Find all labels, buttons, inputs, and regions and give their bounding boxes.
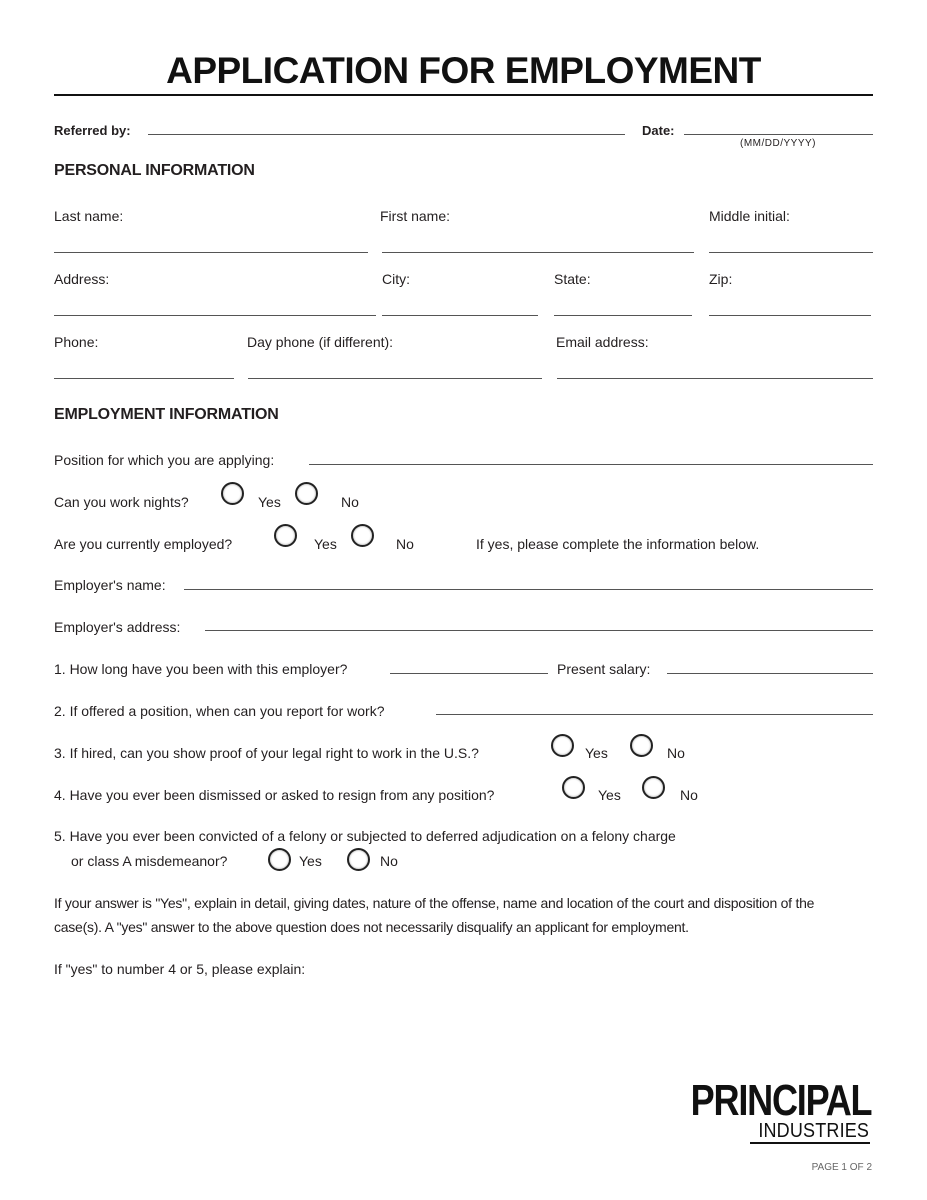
q3-no-radio[interactable]: [630, 734, 653, 757]
position-field[interactable]: [309, 464, 873, 465]
employer-address-label: Employer's address:: [54, 619, 181, 635]
q3-yes-radio[interactable]: [551, 734, 574, 757]
work-nights-label: Can you work nights?: [54, 494, 189, 510]
form-title: APPLICATION FOR EMPLOYMENT: [166, 50, 761, 91]
q2-label: 2. If offered a position, when can you report for work?: [54, 703, 385, 719]
q4-label: 4. Have you ever been dismissed or asked to resign from any position?: [54, 787, 495, 803]
state-field[interactable]: [554, 315, 692, 316]
explanation-area[interactable]: [54, 985, 873, 1065]
q3-no-label: No: [667, 745, 685, 761]
explain-prompt: If "yes" to number 4 or 5, please explain:: [54, 961, 306, 977]
date-label: Date:: [642, 123, 675, 138]
q5-no-radio[interactable]: [347, 848, 370, 871]
q5-no-label: No: [380, 853, 398, 869]
first-name-label: First name:: [380, 208, 451, 224]
email-label: Email address:: [556, 334, 649, 350]
logo-principal: PRINCIPAL: [690, 1076, 871, 1125]
referred-by-label: Referred by:: [54, 123, 131, 138]
date-field[interactable]: [684, 134, 873, 135]
q5-yes-radio[interactable]: [268, 848, 291, 871]
employment-info-heading: EMPLOYMENT INFORMATION: [54, 406, 279, 423]
explain-paragraph-line1: If your answer is "Yes", explain in detail, giving dates, nature of the offense, name and location of the court and disposition of the: [54, 895, 815, 911]
if-yes-note: If yes, please complete the information below.: [476, 536, 760, 552]
personal-info-heading: PERSONAL INFORMATION: [54, 162, 255, 179]
employment-length-field[interactable]: [390, 673, 548, 674]
address-field[interactable]: [54, 315, 376, 316]
employer-address-field[interactable]: [205, 630, 873, 631]
city-label: City:: [382, 271, 410, 287]
title-divider: [54, 94, 873, 96]
zip-field[interactable]: [709, 315, 871, 316]
q4-yes-radio[interactable]: [562, 776, 585, 799]
q5-label-line2: or class A misdemeanor?: [71, 853, 228, 869]
q5-yes-label: Yes: [299, 853, 322, 869]
middle-initial-field[interactable]: [709, 252, 873, 253]
position-label: Position for which you are applying:: [54, 452, 275, 468]
currently-employed-no-radio[interactable]: [351, 524, 374, 547]
q3-label: 3. If hired, can you show proof of your legal right to work in the U.S.?: [54, 745, 479, 761]
work-nights-no-label: No: [341, 494, 359, 510]
q1-label: 1. How long have you been with this employer?: [54, 661, 348, 677]
phone-field[interactable]: [54, 378, 234, 379]
work-nights-yes-radio[interactable]: [221, 482, 244, 505]
last-name-field[interactable]: [54, 252, 368, 253]
explain-paragraph-line2: case(s). A "yes" answer to the above question does not necessarily disqualify an applicant for employment.: [54, 919, 689, 935]
work-nights-no-radio[interactable]: [295, 482, 318, 505]
date-format-hint: (MM/DD/YYYY): [740, 138, 816, 149]
q4-yes-label: Yes: [598, 787, 621, 803]
q5-label-line1: 5. Have you ever been convicted of a felony or subjected to deferred adjudication on a felony charge: [54, 828, 676, 844]
employer-name-field[interactable]: [184, 589, 873, 590]
logo-industries: INDUSTRIES: [758, 1120, 869, 1142]
work-nights-yes-label: Yes: [258, 494, 281, 510]
phone-label: Phone:: [54, 334, 99, 350]
q3-yes-label: Yes: [585, 745, 608, 761]
currently-employed-no-label: No: [396, 536, 414, 552]
page-number: PAGE 1 OF 2: [811, 1162, 872, 1173]
currently-employed-yes-radio[interactable]: [274, 524, 297, 547]
employer-name-label: Employer's name:: [54, 577, 166, 593]
middle-initial-label: Middle initial:: [709, 208, 790, 224]
last-name-label: Last name:: [54, 208, 124, 224]
address-label: Address:: [54, 271, 110, 287]
state-label: State:: [554, 271, 591, 287]
first-name-field[interactable]: [382, 252, 694, 253]
present-salary-label: Present salary:: [557, 661, 651, 677]
currently-employed-label: Are you currently employed?: [54, 536, 233, 552]
present-salary-field[interactable]: [667, 673, 873, 674]
q4-no-label: No: [680, 787, 698, 803]
zip-label: Zip:: [709, 271, 733, 287]
currently-employed-yes-label: Yes: [314, 536, 337, 552]
email-field[interactable]: [557, 378, 873, 379]
logo-underline: [750, 1142, 870, 1144]
day-phone-label: Day phone (if different):: [247, 334, 394, 350]
report-date-field[interactable]: [436, 714, 873, 715]
city-field[interactable]: [382, 315, 538, 316]
day-phone-field[interactable]: [248, 378, 542, 379]
q4-no-radio[interactable]: [642, 776, 665, 799]
referred-by-field[interactable]: [148, 134, 625, 135]
